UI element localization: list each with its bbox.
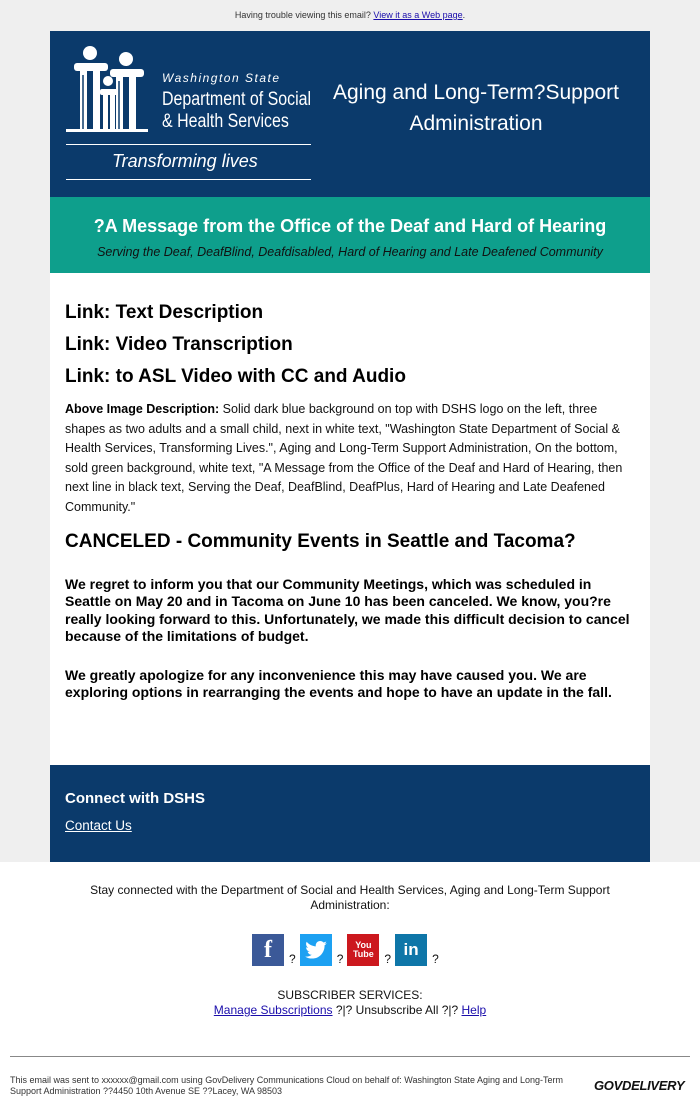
email-body bbox=[50, 273, 650, 765]
unsubscribe-all-text[interactable]: ?|? Unsubscribe All ?|? bbox=[332, 1003, 462, 1017]
logo-dept-line2: & Health Services bbox=[162, 111, 289, 132]
preheader-text: Having trouble viewing this email? bbox=[234, 10, 374, 20]
banner-title: ?A Message from the Office of the Deaf and Hard of Hearing bbox=[93, 216, 607, 236]
facebook-glyph: f bbox=[264, 936, 272, 963]
admin-title-line1: Aging and Long-Term?Support bbox=[332, 81, 620, 104]
social-separator: ? bbox=[432, 952, 439, 966]
help-link[interactable]: Help bbox=[461, 1003, 487, 1017]
linkedin-glyph: in bbox=[403, 940, 419, 959]
administration-title bbox=[318, 77, 634, 139]
logo-dept-line1: Department of Social bbox=[162, 89, 312, 110]
footer-divider bbox=[10, 1056, 690, 1057]
image-description-text: Solid dark blue background on top with DSHS logo on the left, three shapes as two adults and a small child, next in white text, "Washington State Department of Social & Health Services, Transforming Lives.", Aging and Long-Term Support Administration, On the bottom, sold green background, white text, "A Message from the Office of the Deaf and Hard of Hearing, then next line in black text, Serving the Deaf, DeafBlind, DeafPlus, Hard of Hearing and Late Deafened Community." bbox=[65, 402, 623, 514]
subscriber-services-heading: SUBSCRIBER SERVICES: bbox=[277, 988, 423, 1002]
link-asl-video[interactable]: Link: to ASL Video with CC and Audio bbox=[65, 366, 406, 387]
social-separator: ? bbox=[336, 952, 344, 966]
dshs-logo bbox=[66, 45, 312, 181]
regret-paragraph: We regret to inform you that our Community Meetings, which was scheduled in Seattle on May 20 and in Tacoma on June 10 has been canceled. We know, you?re really looking forward to this. Unfortunately, we made this difficult decision to cancel because of the limitations of budget. bbox=[65, 575, 630, 645]
connect-heading: Connect with DSHS bbox=[65, 790, 206, 807]
facebook-icon[interactable] bbox=[252, 934, 284, 966]
twitter-bird-icon bbox=[305, 941, 327, 959]
logo-state-text: Washington State bbox=[162, 71, 281, 85]
preheader bbox=[0, 10, 700, 20]
apology-paragraph: We greatly apologize for any inconvenience this may have caused you. We are exploring options in rearranging the events and hope to have an update in the fall. bbox=[65, 666, 612, 701]
image-description-label: Above Image Description: bbox=[65, 402, 220, 416]
youtube-glyph: You Tube bbox=[352, 940, 374, 959]
social-separator: ? bbox=[384, 952, 392, 966]
email-header bbox=[50, 31, 650, 197]
message-banner bbox=[50, 197, 650, 273]
preheader-suffix: . bbox=[462, 10, 466, 20]
social-separator: ? bbox=[289, 952, 296, 966]
stay-connected-text: Stay connected with the Department of Social and Health Services, Aging and Long-Term Support Administration: bbox=[90, 883, 610, 912]
image-description bbox=[65, 400, 635, 518]
subscriber-links bbox=[0, 1003, 700, 1017]
email-footer bbox=[0, 862, 700, 1109]
family-figures-icon bbox=[66, 45, 156, 137]
logo-tagline: Transforming lives bbox=[112, 151, 258, 171]
logo-divider-top bbox=[66, 144, 311, 145]
social-links bbox=[252, 932, 443, 966]
canceled-heading: CANCELED - Community Events in Seattle and Tacoma? bbox=[65, 530, 576, 552]
connect-section bbox=[50, 765, 650, 862]
link-video-transcription[interactable]: Link: Video Transcription bbox=[65, 334, 293, 355]
youtube-icon[interactable] bbox=[347, 934, 379, 966]
linkedin-icon[interactable] bbox=[395, 934, 427, 966]
manage-subscriptions-link[interactable]: Manage Subscriptions bbox=[213, 1003, 333, 1017]
contact-us-link[interactable]: Contact Us bbox=[65, 818, 132, 833]
admin-title-line2: Administration bbox=[409, 112, 543, 135]
legal-text: This email was sent to xxxxxx@gmail.com using GovDelivery Communications Cloud on behalf of: Washington State Aging and Long-Term Support Administration ??4450 10th Avenue SE ??Lacey, WA 98503 bbox=[10, 1075, 564, 1096]
link-text-description[interactable]: Link: Text Description bbox=[65, 302, 264, 323]
banner-subtitle: Serving the Deaf, DeafBlind, Deafdisabled, Hard of Hearing and Late Deafened Community bbox=[97, 245, 603, 259]
web-version-link[interactable]: View it as a Web page bbox=[373, 10, 463, 20]
govdelivery-logo: GOVDELIVERY bbox=[594, 1078, 685, 1093]
logo-divider-bottom bbox=[66, 179, 311, 180]
twitter-icon[interactable] bbox=[300, 934, 332, 966]
